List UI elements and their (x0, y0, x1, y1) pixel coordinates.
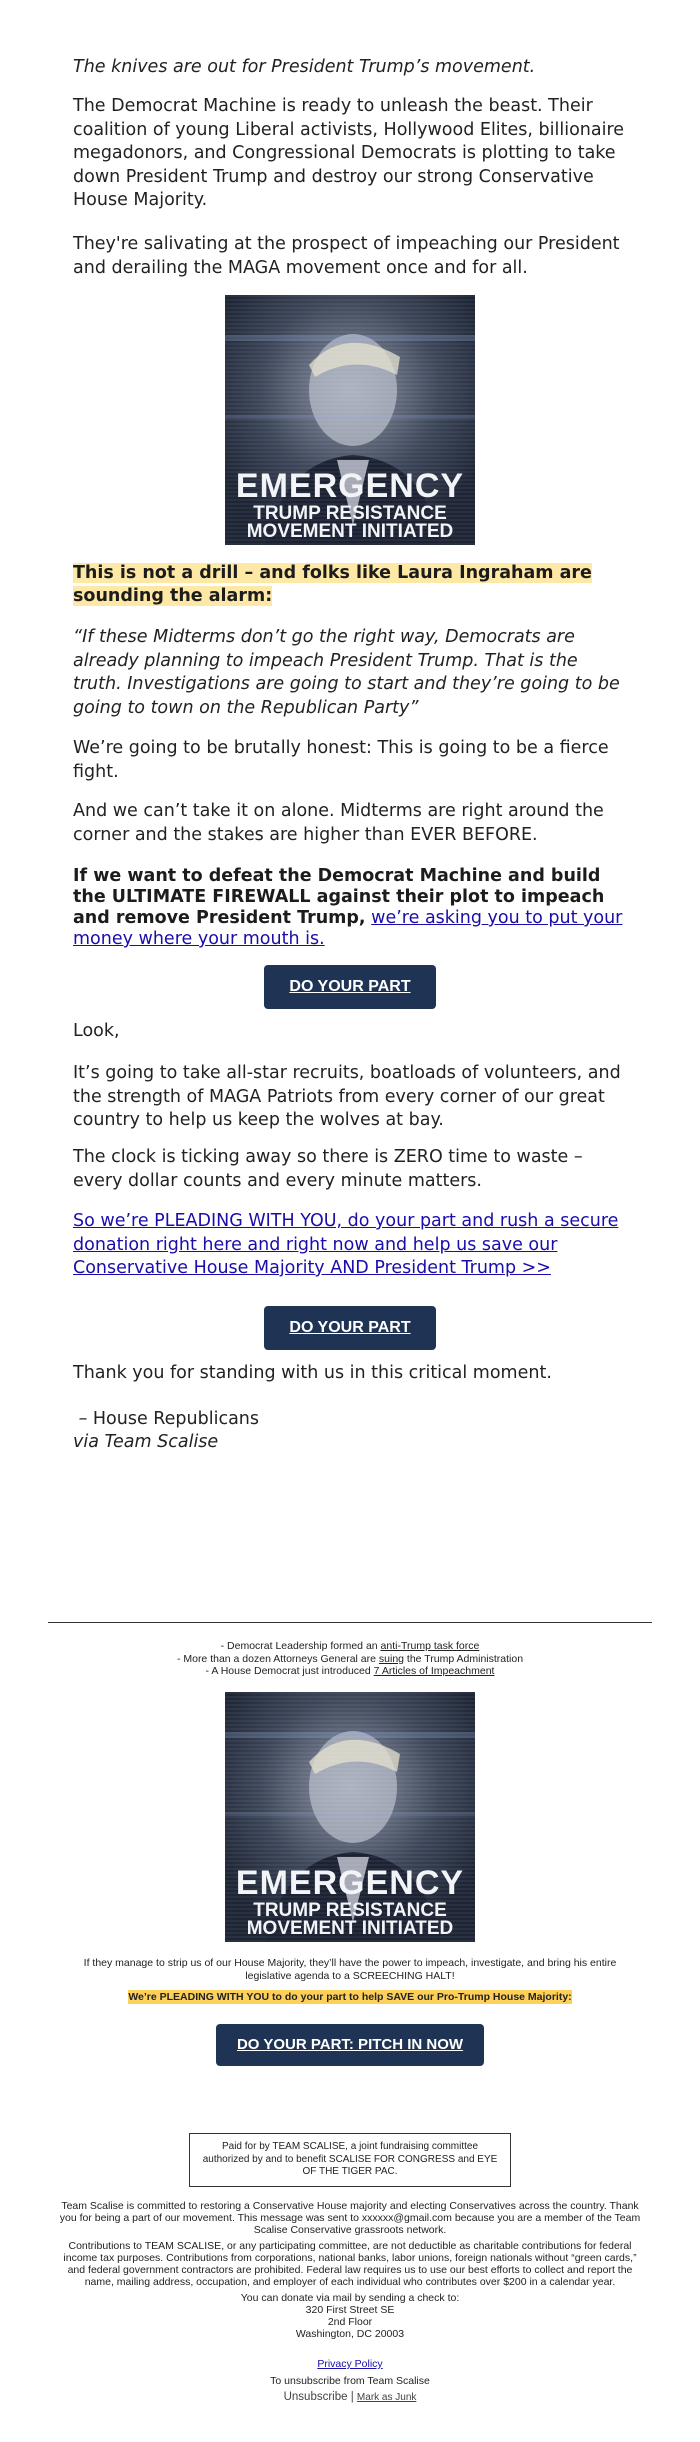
hero-image-2[interactable] (225, 1692, 475, 1942)
do-your-part-button[interactable]: DO YOUR PART (264, 965, 436, 1009)
mail-address (150, 2292, 550, 2340)
pitch-in-button[interactable]: DO YOUR PART: PITCH IN NOW (216, 2024, 484, 2066)
pleading-link[interactable]: So we’re PLEADING WITH YOU, do your part and rush a secure donation right here and right now and help us save our Conservative House Majority AND President Trump >> (73, 1211, 619, 1278)
highlight-alarm (73, 562, 628, 608)
paragraph-look: Look, (73, 1021, 120, 1041)
committed-text: Team Scalise is committed to restoring a Conservative House majority and electing Conservatives across the country. Thank you for being a part of our movement. This message was sent to xxxxxx@gmail.com because you are a member of the Team Scalise Conservative grassroots network. (59, 2200, 641, 2236)
paragraph-pleading (73, 1210, 628, 1281)
footer-divider (48, 1622, 652, 1623)
bullet-2-post: the Trump Administration (404, 1652, 524, 1665)
impeachment-link[interactable]: 7 Articles of Impeachment (373, 1665, 495, 1677)
signature-line: – House Republicans (73, 1409, 260, 1429)
mail-intro: You can donate via mail by sending a check to: (240, 2292, 460, 2304)
bullet-3 (100, 1665, 600, 1678)
unsubscribe-text: To unsubscribe from Team Scalise (270, 2375, 430, 2387)
task-force-link[interactable]: anti-Trump task force (380, 1640, 480, 1652)
unsubscribe-link[interactable]: Unsubscribe (283, 2391, 348, 2403)
lead-text: The knives are out for President Trump’s movement. (73, 57, 536, 77)
hero-2-line2: TRUMP RESISTANCE (253, 1900, 447, 1921)
paragraph-honest: We’re going to be brutally honest: This is going to be a fierce fight. (73, 738, 609, 782)
bullet-3-text: - A House Democrat just introduced (205, 1665, 374, 1677)
footer-plead-wrap (80, 1990, 620, 2004)
privacy-wrap (250, 2358, 450, 2370)
bullet-1 (100, 1640, 600, 1653)
paragraph-clock: The clock is ticking away so there is ZERO time to waste – every dollar counts and every minute matters. (73, 1147, 583, 1191)
bullet-1-text: - Democrat Leadership formed an (220, 1640, 381, 1652)
paragraph-thanks: Thank you for standing with us in this critical moment. (73, 1363, 552, 1383)
hero-line3: MOVEMENT INITIATED (246, 521, 454, 542)
do-your-part-button-2[interactable]: DO YOUR PART (264, 1306, 436, 1350)
money-link[interactable]: we’re asking you to put your money where your mouth is. (73, 908, 623, 949)
unsubscribe-row (200, 2390, 500, 2405)
privacy-policy-link[interactable]: Privacy Policy (317, 2358, 383, 2370)
hero-2-emergency: EMERGENCY (235, 1864, 465, 1902)
ingraham-quote: “If these Midterms don’t go the right way, Democrats are already planning to impeach President Trump. That is the truth. Investigations are going to start and they’re going to be going to town on the Republican Party” (73, 627, 620, 718)
address-line-3: Washington, DC 20003 (295, 2328, 405, 2340)
paid-for-text: Paid for by TEAM SCALISE, a joint fundraising committee authorized by and to benefit SCALISE FOR CONGRESS and EYE OF THE TIGER PAC. (202, 2141, 498, 2177)
footer-plead: We’re PLEADING WITH YOU to do your part to help SAVE our Pro-Trump House Majority: (128, 1991, 572, 2003)
hero-line2: TRUMP RESISTANCE (253, 503, 447, 524)
highlight-text: This is not a drill – and folks like Laura Ingraham are sounding the alarm: (73, 563, 592, 606)
paragraph-recruits: It’s going to take all-star recruits, boatloads of volunteers, and the strength of MAGA Patriots from every corner of our great country to help us keep the wolves at bay. (73, 1063, 621, 1130)
address-line-2: 2nd Floor (327, 2316, 373, 2328)
firewall-bold: If we want to defeat the Democrat Machine and build the ULTIMATE FIREWALL against their plot to impeach and remove President Trump, (73, 866, 605, 928)
footer-bullets (100, 1640, 600, 1678)
bullet-2-text: - More than a dozen Attorneys General are (176, 1652, 379, 1665)
footer-warning: If they manage to strip us of our House Majority, they’ll have the power to impeach, investigate, and bring his entire legislative agenda to a SCREECHING HALT! (83, 1957, 617, 1982)
contributions-text: Contributions to TEAM SCALISE, or any participating committee, are not deductible as charitable contributions for federal income tax purposes. Contributions from corporations, national banks, labor unions, foreign nationals without “green cards,” and federal government contractors are prohibited. Federal law requires us to use our best efforts to collect and report the name, mailing address, occupation, and employer of each individual who contributes over $200 in a calendar year. (63, 2240, 637, 2288)
paragraph-intro: The Democrat Machine is ready to unleash the beast. Their coalition of young Liberal activists, Hollywood Elites, billionaire megadonors, and Congressional Democrats is plotting to take down President Trump and destroy our strong Conservative House Majority. (73, 96, 625, 210)
address-line-1: 320 First Street SE (305, 2304, 395, 2316)
hero-emergency: EMERGENCY (235, 467, 465, 505)
paragraph-alone: And we can’t take it on alone. Midterms are right around the corner and the stakes are higher than EVER BEFORE. (73, 801, 604, 845)
mark-as-junk-link[interactable]: Mark as Junk (356, 2392, 417, 2403)
bullet-2 (100, 1653, 600, 1666)
hero-image[interactable] (225, 295, 475, 545)
paid-for-box (189, 2133, 511, 2187)
separator: | (350, 2391, 354, 2403)
signature-via: via Team Scalise (73, 1432, 219, 1452)
paragraph-salivating: They're salivating at the prospect of impeaching our President and derailing the MAGA movement once and for all. (73, 234, 620, 278)
paragraph-firewall (73, 866, 628, 950)
hero-2-line3: MOVEMENT INITIATED (246, 1918, 454, 1939)
suing-link[interactable]: suing (378, 1652, 404, 1665)
